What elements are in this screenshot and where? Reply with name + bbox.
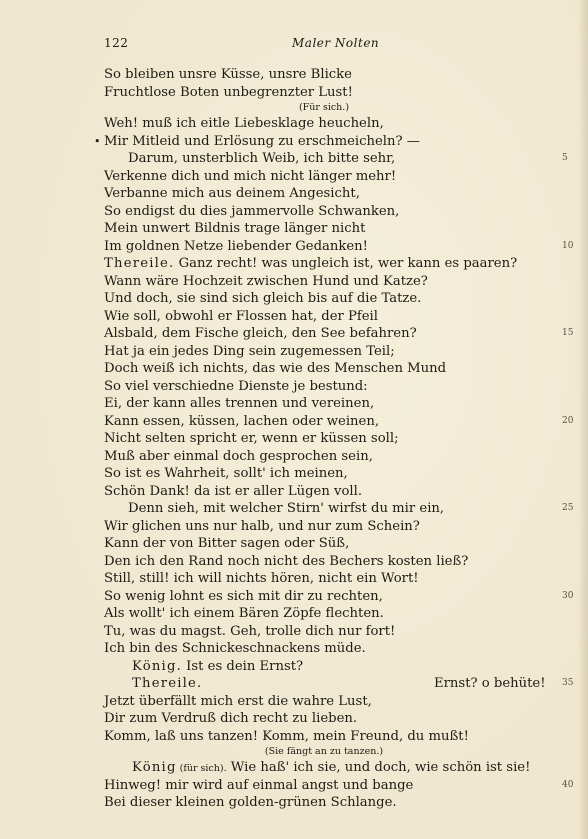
line-number: 40	[562, 779, 574, 790]
line-text: So wenig lohnt es sich mit dir zu rechten,	[104, 588, 383, 604]
line-text: Nicht selten spricht er, wenn er küssen soll;	[104, 431, 399, 446]
speaker-name: Thereile.	[104, 256, 175, 271]
inline-stage-direction: (für sich).	[176, 763, 227, 774]
line-text: Tu, was du magst. Geh, trolle dich nur fort!	[104, 623, 396, 639]
line-text: Kann essen, küssen, lachen oder weinen,	[104, 413, 380, 429]
line-number: 25	[562, 503, 574, 513]
running-title: Maler Nolten	[292, 36, 380, 50]
stage-direction	[104, 101, 544, 115]
verse-line	[104, 675, 574, 693]
line-text: So bleiben unsre Küsse, unsre Blicke	[104, 67, 352, 82]
verse-line	[104, 395, 574, 413]
verse-line	[104, 518, 574, 536]
verse-line	[104, 430, 574, 448]
verse-line	[104, 553, 574, 571]
line-text: Ist es dein Ernst?	[181, 658, 304, 674]
verse-line	[104, 777, 574, 795]
line-text: Weh! muß ich eitle Liebesklage heucheln,	[104, 116, 384, 131]
verse-line	[104, 693, 574, 711]
line-text: Mein unwert Bildnis trage länger nicht	[104, 221, 366, 236]
verse-line	[104, 658, 574, 676]
line-text: Still, still! ich will nichts hören, nicht ein Wort!	[104, 571, 419, 586]
line-text: So viel verschiedne Dienste je bestund:	[104, 378, 368, 394]
verse-line	[104, 203, 574, 221]
page-edge-shadow	[578, 0, 588, 839]
line-text: Verkenne dich und mich nicht länger mehr!	[104, 168, 397, 184]
verse-line	[104, 483, 574, 501]
line-text: Bei dieser kleinen golden-grünen Schlange.	[104, 795, 397, 810]
verse-line	[104, 343, 574, 361]
verse-line	[104, 378, 574, 396]
verse-line	[104, 465, 574, 483]
line-text: Schön Dank! da ist er aller Lügen voll.	[104, 483, 363, 499]
line-text: Wie soll, obwohl er Flossen hat, der Pfeil	[104, 308, 378, 324]
line-number: 5	[562, 153, 568, 163]
verse-line	[104, 500, 574, 518]
line-text: Komm, laß uns tanzen! Komm, mein Freund, du mußt!	[104, 728, 469, 744]
verse-line	[104, 308, 574, 326]
line-text: Kann der von Bitter sagen oder Süß,	[104, 536, 350, 551]
line-text-right: Ernst? o behüte!	[434, 676, 546, 691]
line-text: Alsbald, dem Fische gleich, den See befahren?	[104, 326, 417, 341]
page-header	[104, 36, 544, 52]
line-text: Verbanne mich aus deinem Angesicht,	[104, 186, 360, 201]
verse-line	[104, 185, 574, 203]
verse-line	[104, 255, 574, 273]
line-text: Ich bin des Schnickeschnackens müde.	[104, 641, 366, 656]
speaker-name: König	[132, 760, 177, 775]
line-text: (Für sich.)	[298, 102, 350, 113]
line-number: 15	[562, 328, 574, 338]
line-number: 20	[562, 415, 574, 426]
stage-direction	[104, 745, 544, 759]
verse-line	[104, 759, 574, 777]
verse-line	[104, 220, 574, 238]
line-text: Fruchtlose Boten unbegrenzter Lust!	[104, 84, 353, 100]
verse-line	[104, 66, 574, 84]
line-text: Darum, unsterblich Weib, ich bitte sehr,	[128, 151, 396, 166]
verse-line	[104, 794, 574, 812]
line-text: Als wollt' ich einem Bären Zöpfe flechten.	[104, 606, 384, 621]
line-text: Wir glichen uns nur halb, und nur zum Schein?	[104, 518, 420, 534]
line-text: Im goldnen Netze liebender Gedanken!	[104, 238, 368, 254]
speaker-name: Thereile.	[132, 676, 203, 691]
verse-line	[104, 84, 574, 102]
verse-line	[104, 325, 574, 343]
line-number: 35	[562, 678, 574, 688]
verse-line	[104, 290, 574, 308]
verse-line	[104, 413, 574, 431]
verse-line	[104, 238, 574, 256]
line-text: Dir zum Verdruß dich recht zu lieben.	[104, 711, 358, 726]
line-text: Mir Mitleid und Erlösung zu erschmeicheln? —	[104, 133, 420, 149]
verse-line	[104, 623, 574, 641]
verse-line	[104, 273, 574, 291]
margin-mark: •	[94, 134, 101, 148]
line-text: Wann wäre Hochzeit zwischen Hund und Katze?	[104, 273, 428, 289]
line-number: 30	[562, 590, 574, 601]
line-text: So ist es Wahrheit, sollt' ich meinen,	[104, 466, 348, 481]
line-text: Hat ja ein jedes Ding sein zugemessen Teil;	[104, 343, 395, 359]
verse-text-block	[94, 66, 574, 812]
speaker-name: König.	[132, 658, 182, 674]
line-text: Ei, der kann alles trennen und vereinen,	[104, 396, 375, 411]
line-text: Muß aber einmal doch gesprochen sein,	[104, 448, 373, 464]
verse-line	[104, 448, 574, 466]
line-text: So endigst du dies jammervolle Schwanken,	[104, 203, 400, 219]
verse-line	[104, 150, 574, 168]
line-text: Doch weiß ich nichts, das wie des Menschen Mund	[104, 361, 447, 376]
line-text: Jetzt überfällt mich erst die wahre Lust,	[104, 693, 372, 709]
line-text: Wie haß' ich sie, und doch, wie schön ist sie!	[226, 760, 531, 775]
verse-line	[104, 588, 574, 606]
line-number: 10	[562, 240, 574, 251]
verse-line	[104, 360, 574, 378]
line-text: Denn sieh, mit welcher Stirn' wirfst du mir ein,	[128, 501, 445, 516]
line-text: Den ich den Rand noch nicht des Bechers kosten ließ?	[104, 553, 469, 569]
verse-line	[104, 168, 574, 186]
page-number: 122	[104, 36, 129, 50]
line-text: Und doch, sie sind sich gleich bis auf die Tatze.	[104, 291, 422, 306]
verse-line	[104, 728, 574, 746]
verse-line	[104, 115, 574, 133]
verse-line	[104, 535, 574, 553]
verse-line	[104, 710, 574, 728]
line-text: (Sie fängt an zu tanzen.)	[264, 746, 384, 757]
line-text: Hinweg! mir wird auf einmal angst und bange	[104, 777, 414, 793]
verse-line	[94, 133, 574, 151]
verse-line	[104, 640, 574, 658]
verse-line	[104, 605, 574, 623]
line-text: Ganz recht! was ungleich ist, wer kann es paaren?	[174, 256, 518, 271]
verse-line	[104, 570, 574, 588]
